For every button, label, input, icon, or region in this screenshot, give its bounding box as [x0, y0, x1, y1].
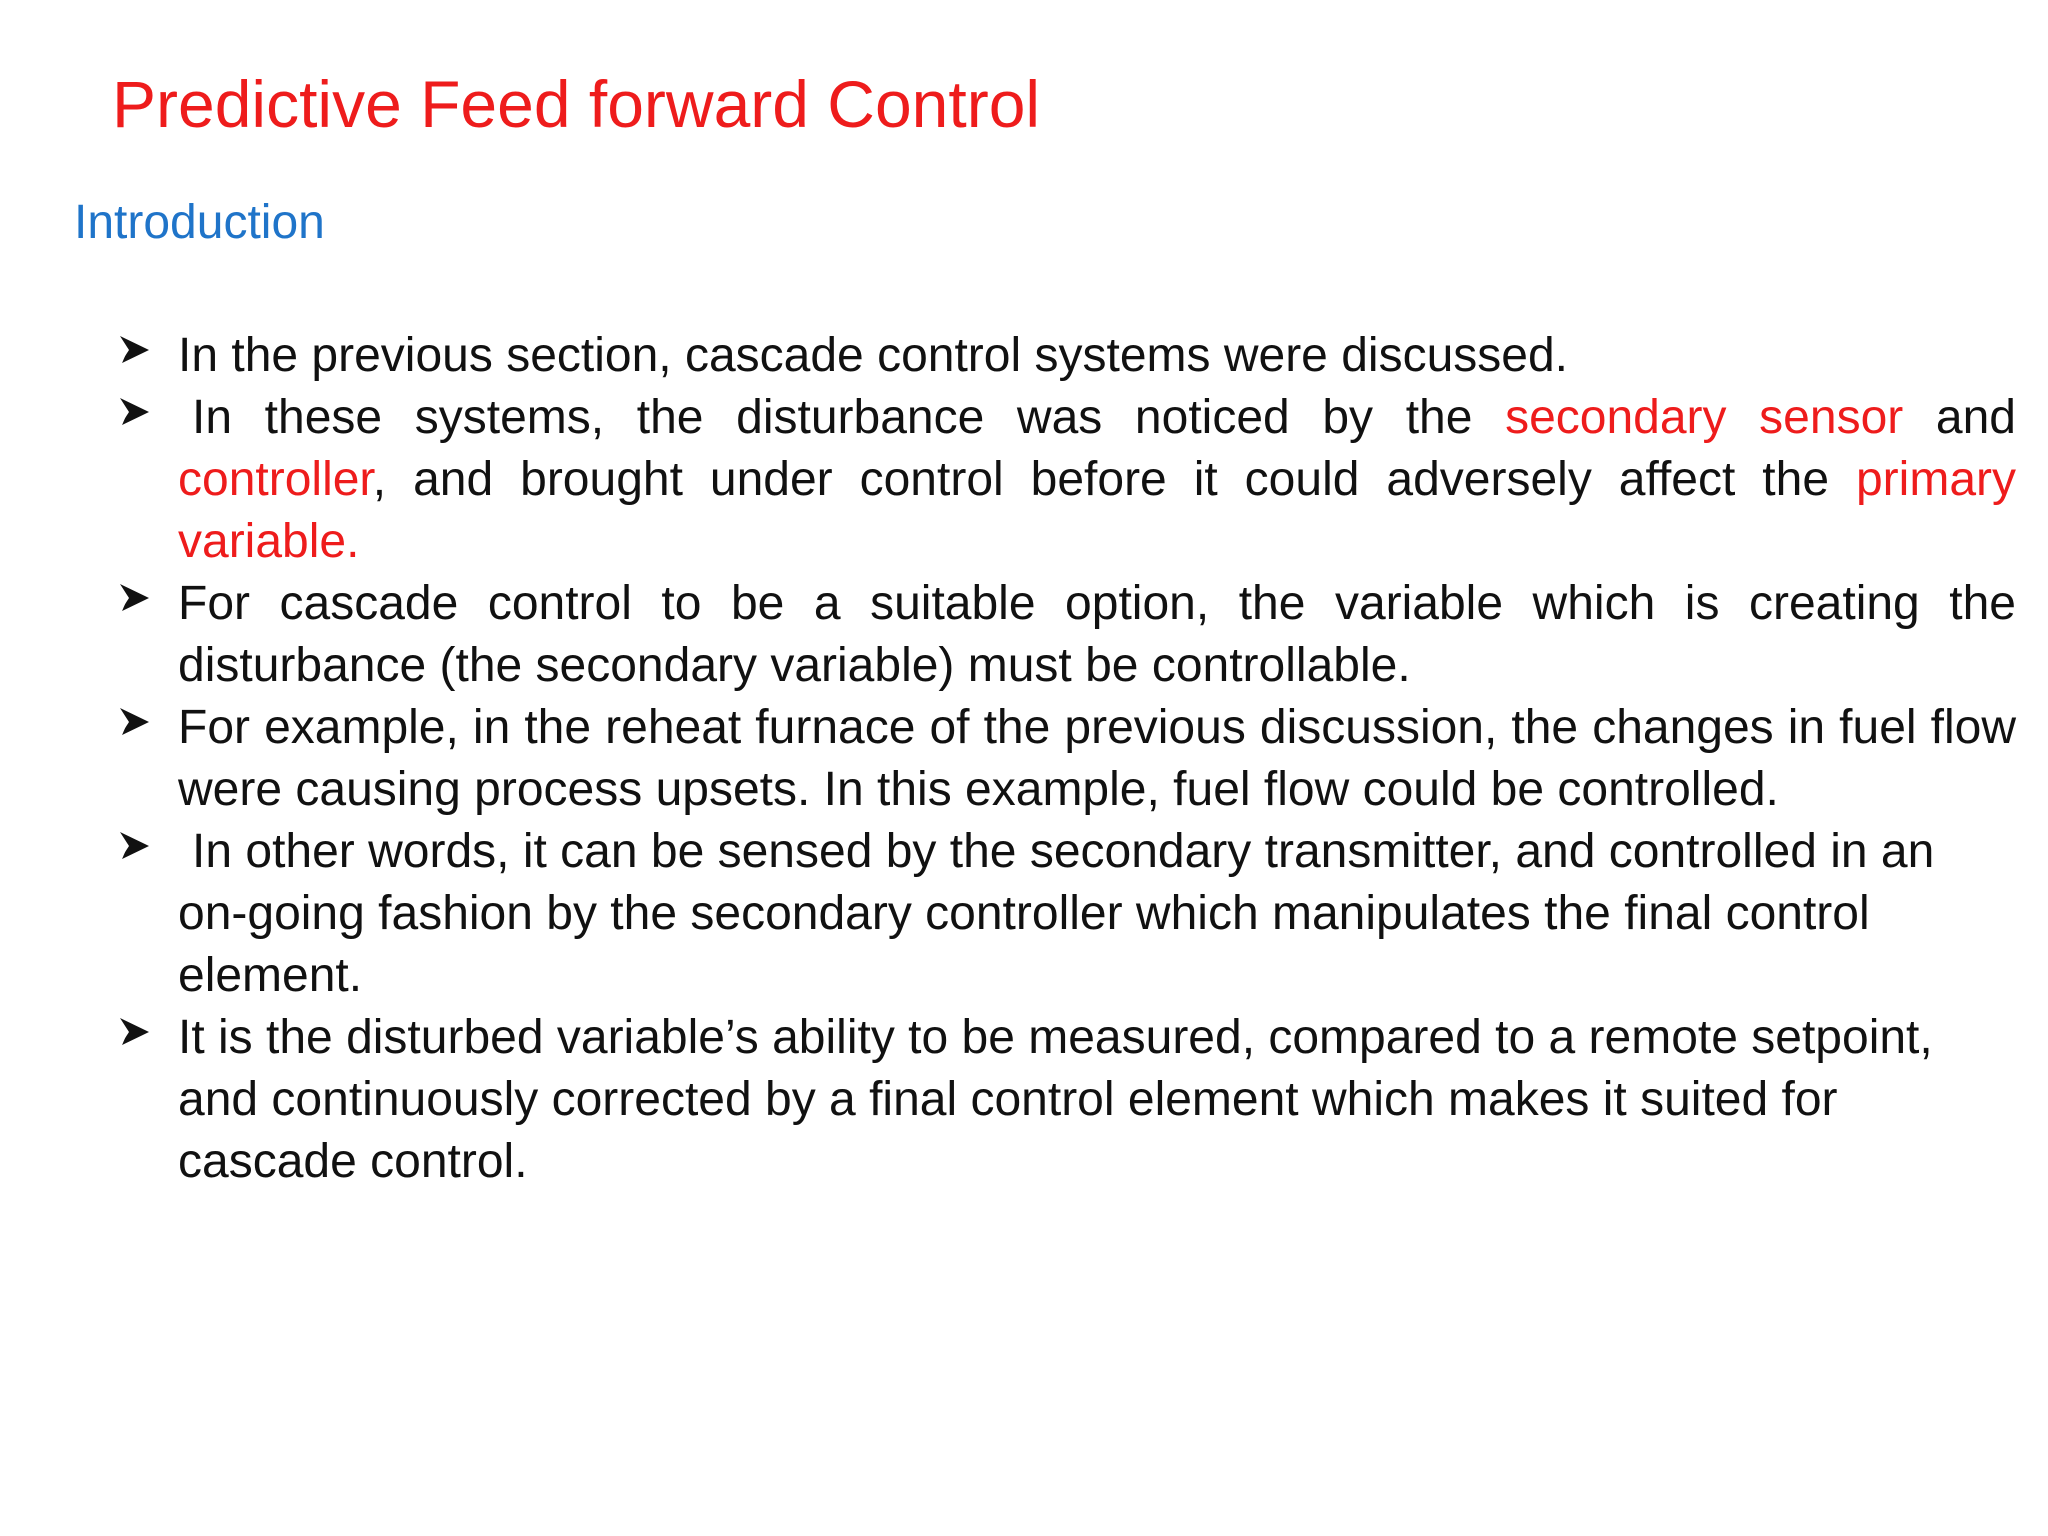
bullet-item — [118, 325, 2016, 387]
bullet-text: For cascade control to be a suitable option, the variable which is creating the disturbance (the secondary variable) must be controllable. — [178, 577, 2016, 692]
bullet-text: For example, in the reheat furnace of the previous discussion, the changes in fuel flow were causing process upsets. In this example, fuel flow could be controlled. — [178, 701, 2016, 816]
arrow-bullet-icon — [118, 573, 178, 635]
bullet-list — [118, 325, 2016, 1193]
highlight-text: secondary sensor — [1505, 391, 1904, 444]
bullet-text: It is the disturbed variable’s ability to be measured, compared to a remote setpoint, and continuously corrected by a final control element which makes it suited for cascade control. — [178, 1011, 1933, 1188]
bullet-item — [118, 387, 2016, 573]
bullet-item — [118, 821, 2016, 1007]
bullet-item — [118, 697, 2016, 821]
bullet-text-part: In these systems, the disturbance was noticed by the — [192, 391, 1506, 444]
arrow-bullet-icon — [118, 697, 178, 759]
arrow-bullet-icon — [118, 821, 178, 883]
bullet-text-part: and — [1903, 391, 2016, 444]
arrow-bullet-icon — [118, 1007, 178, 1069]
bullet-text-body: In other words, it can be sensed by the secondary transmitter, and controlled in an on-going fashion by the secondary controller which manipulates the final control element. — [178, 825, 1935, 1002]
bullet-text — [178, 821, 2016, 1007]
arrow-bullet-icon — [118, 387, 178, 449]
bullet-text — [178, 387, 2016, 573]
bullet-text: In the previous section, cascade control systems were discussed. — [178, 329, 1568, 382]
highlight-text: primary variable. — [178, 453, 2016, 568]
bullet-item — [118, 573, 2016, 697]
page-title: Predictive Feed forward Control — [112, 67, 1041, 141]
highlight-text: controller — [178, 453, 373, 506]
bullet-item — [118, 1007, 2016, 1193]
bullet-text-part: , and brought under control before it could adversely affect the — [372, 453, 1856, 506]
section-subtitle: Introduction — [74, 196, 325, 249]
arrow-bullet-icon — [118, 325, 178, 387]
